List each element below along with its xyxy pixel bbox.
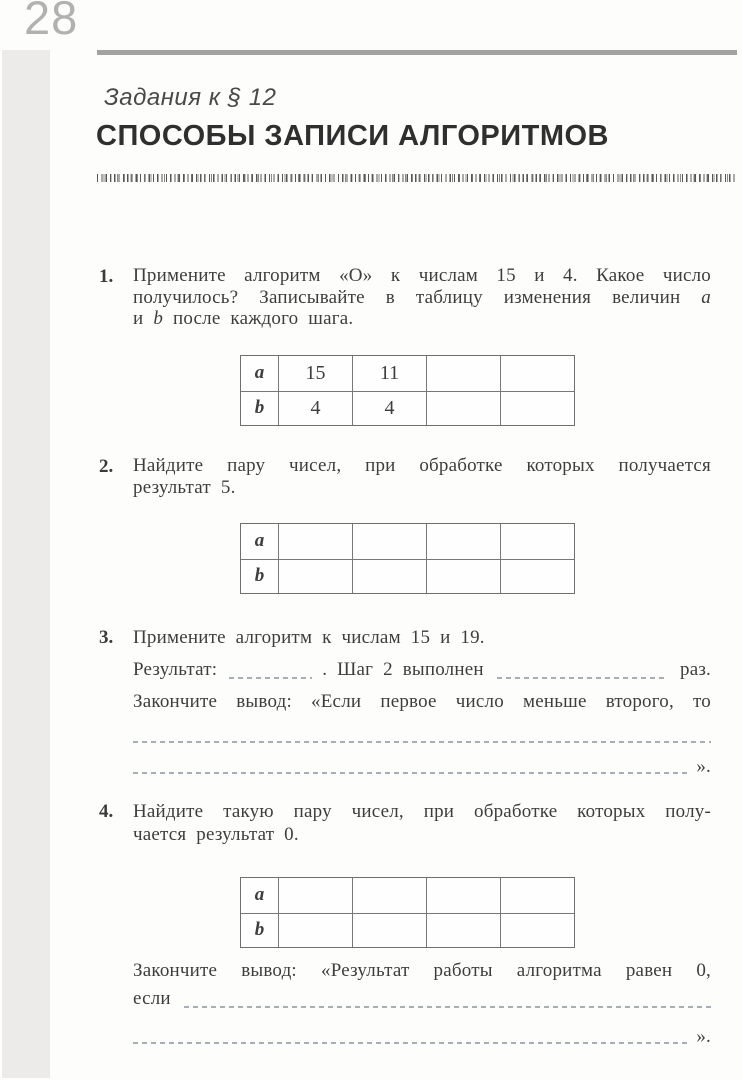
table-cell <box>426 391 500 426</box>
task-2-table <box>240 523 575 594</box>
closing-quote: ». <box>696 756 711 777</box>
text-segment: результат 5. <box>133 477 236 498</box>
task-1-line-2 <box>133 287 711 309</box>
header-rule <box>97 50 737 55</box>
esli-label: если <box>133 988 171 1009</box>
task-1-table <box>240 355 575 426</box>
task-3-line-1 <box>133 626 711 650</box>
table-cell: 4 <box>352 391 426 426</box>
task-1-line-1 <box>133 265 711 287</box>
write-in-blank <box>184 1006 711 1008</box>
task-3-conclusion-line <box>133 690 711 714</box>
table-cell <box>278 524 352 559</box>
text-segment: Закончите вывод: «Результат работы алгоритма равен 0, <box>133 960 711 981</box>
table-cell <box>426 524 500 559</box>
barcode-divider <box>97 174 737 182</box>
table-cell <box>352 913 426 948</box>
table-cell <box>500 913 574 948</box>
task-4-number: 4. <box>99 801 114 822</box>
task-4-text <box>133 800 711 846</box>
task-2-line-1 <box>133 455 711 477</box>
text-segment: Закончите вывод: «Если первое число меньше второго, то <box>133 691 711 712</box>
text-segment: Найдите такую пару чисел, при обработке которых полу- <box>133 801 711 822</box>
row-label-cell: a <box>254 530 265 552</box>
variable-letter: b <box>153 308 164 330</box>
table-cell <box>500 524 574 559</box>
variable-letter: a <box>701 286 711 308</box>
row-label-cell: b <box>241 559 278 594</box>
table-cell: 15 <box>278 356 352 391</box>
row-label-cell: b <box>241 913 278 948</box>
text-segment: получилось? Записывайте в таблицу изменения величин <box>133 286 702 308</box>
table-cell: 4 <box>278 391 352 426</box>
section-label: Задания к § 12 <box>104 84 277 111</box>
task-3-last-line <box>133 756 711 776</box>
task-2-text <box>133 455 711 499</box>
table-cell <box>426 913 500 948</box>
task-1-text <box>133 265 711 330</box>
table-cell <box>352 524 426 559</box>
task-3-text <box>133 626 711 650</box>
write-in-line <box>133 1042 688 1044</box>
task-3-conclusion <box>133 690 711 714</box>
table-cell <box>426 878 500 913</box>
page-number: 28 <box>24 0 79 44</box>
table-cell <box>352 559 426 594</box>
task-4-line-1 <box>133 800 711 823</box>
text-segment: чается результат 0. <box>133 824 299 845</box>
page-title: СПОСОБЫ ЗАПИСИ АЛГОРИТМОВ <box>96 120 609 152</box>
table-cell <box>500 878 574 913</box>
step-count-blank <box>497 677 668 679</box>
row-label-cell: b <box>241 391 278 426</box>
row-label-cell: a <box>254 884 265 906</box>
table-cell <box>500 391 574 426</box>
result-label: Результат: <box>133 659 218 680</box>
task-3-result-row <box>133 658 711 682</box>
table-cell <box>426 356 500 391</box>
task-1-line-3 <box>133 308 711 330</box>
table-cell <box>278 559 352 594</box>
task-4-line-2 <box>133 823 711 846</box>
table-cell: 11 <box>352 356 426 391</box>
table-cell <box>278 878 352 913</box>
text-segment: Найдите пару чисел, при обработке которых получается <box>133 455 711 476</box>
table-cell <box>278 913 352 948</box>
task-4-esli-row <box>133 987 711 1011</box>
task-4-last-line <box>133 1026 711 1046</box>
text-segment: Примените алгоритм «О» к числам 15 и 4. Какое число <box>133 265 711 286</box>
task-2-line-2 <box>133 477 711 499</box>
text-segment: после каждого шага. <box>163 308 354 330</box>
table-cell <box>352 878 426 913</box>
table-cell <box>426 559 500 594</box>
text-segment: и <box>133 308 154 330</box>
table-cell <box>500 559 574 594</box>
write-in-line <box>133 772 688 774</box>
task-4-conclusion-line <box>133 959 711 983</box>
task-3-number: 3. <box>99 627 114 648</box>
task-1-number: 1. <box>99 266 114 287</box>
times-label: раз. <box>680 659 711 680</box>
task-4-table <box>240 877 575 948</box>
page-margin-strip <box>2 50 50 1078</box>
task-4-conclusion <box>133 959 711 983</box>
table-cell <box>500 356 574 391</box>
closing-quote: ». <box>696 1026 711 1047</box>
row-label-cell: a <box>254 362 265 384</box>
task-2-number: 2. <box>99 456 114 477</box>
result-blank <box>229 677 312 679</box>
step-text: . Шаг 2 выполнен <box>322 659 484 680</box>
text-segment: Примените алгоритм к числам 15 и 19. <box>133 627 485 648</box>
write-in-line <box>133 741 711 743</box>
